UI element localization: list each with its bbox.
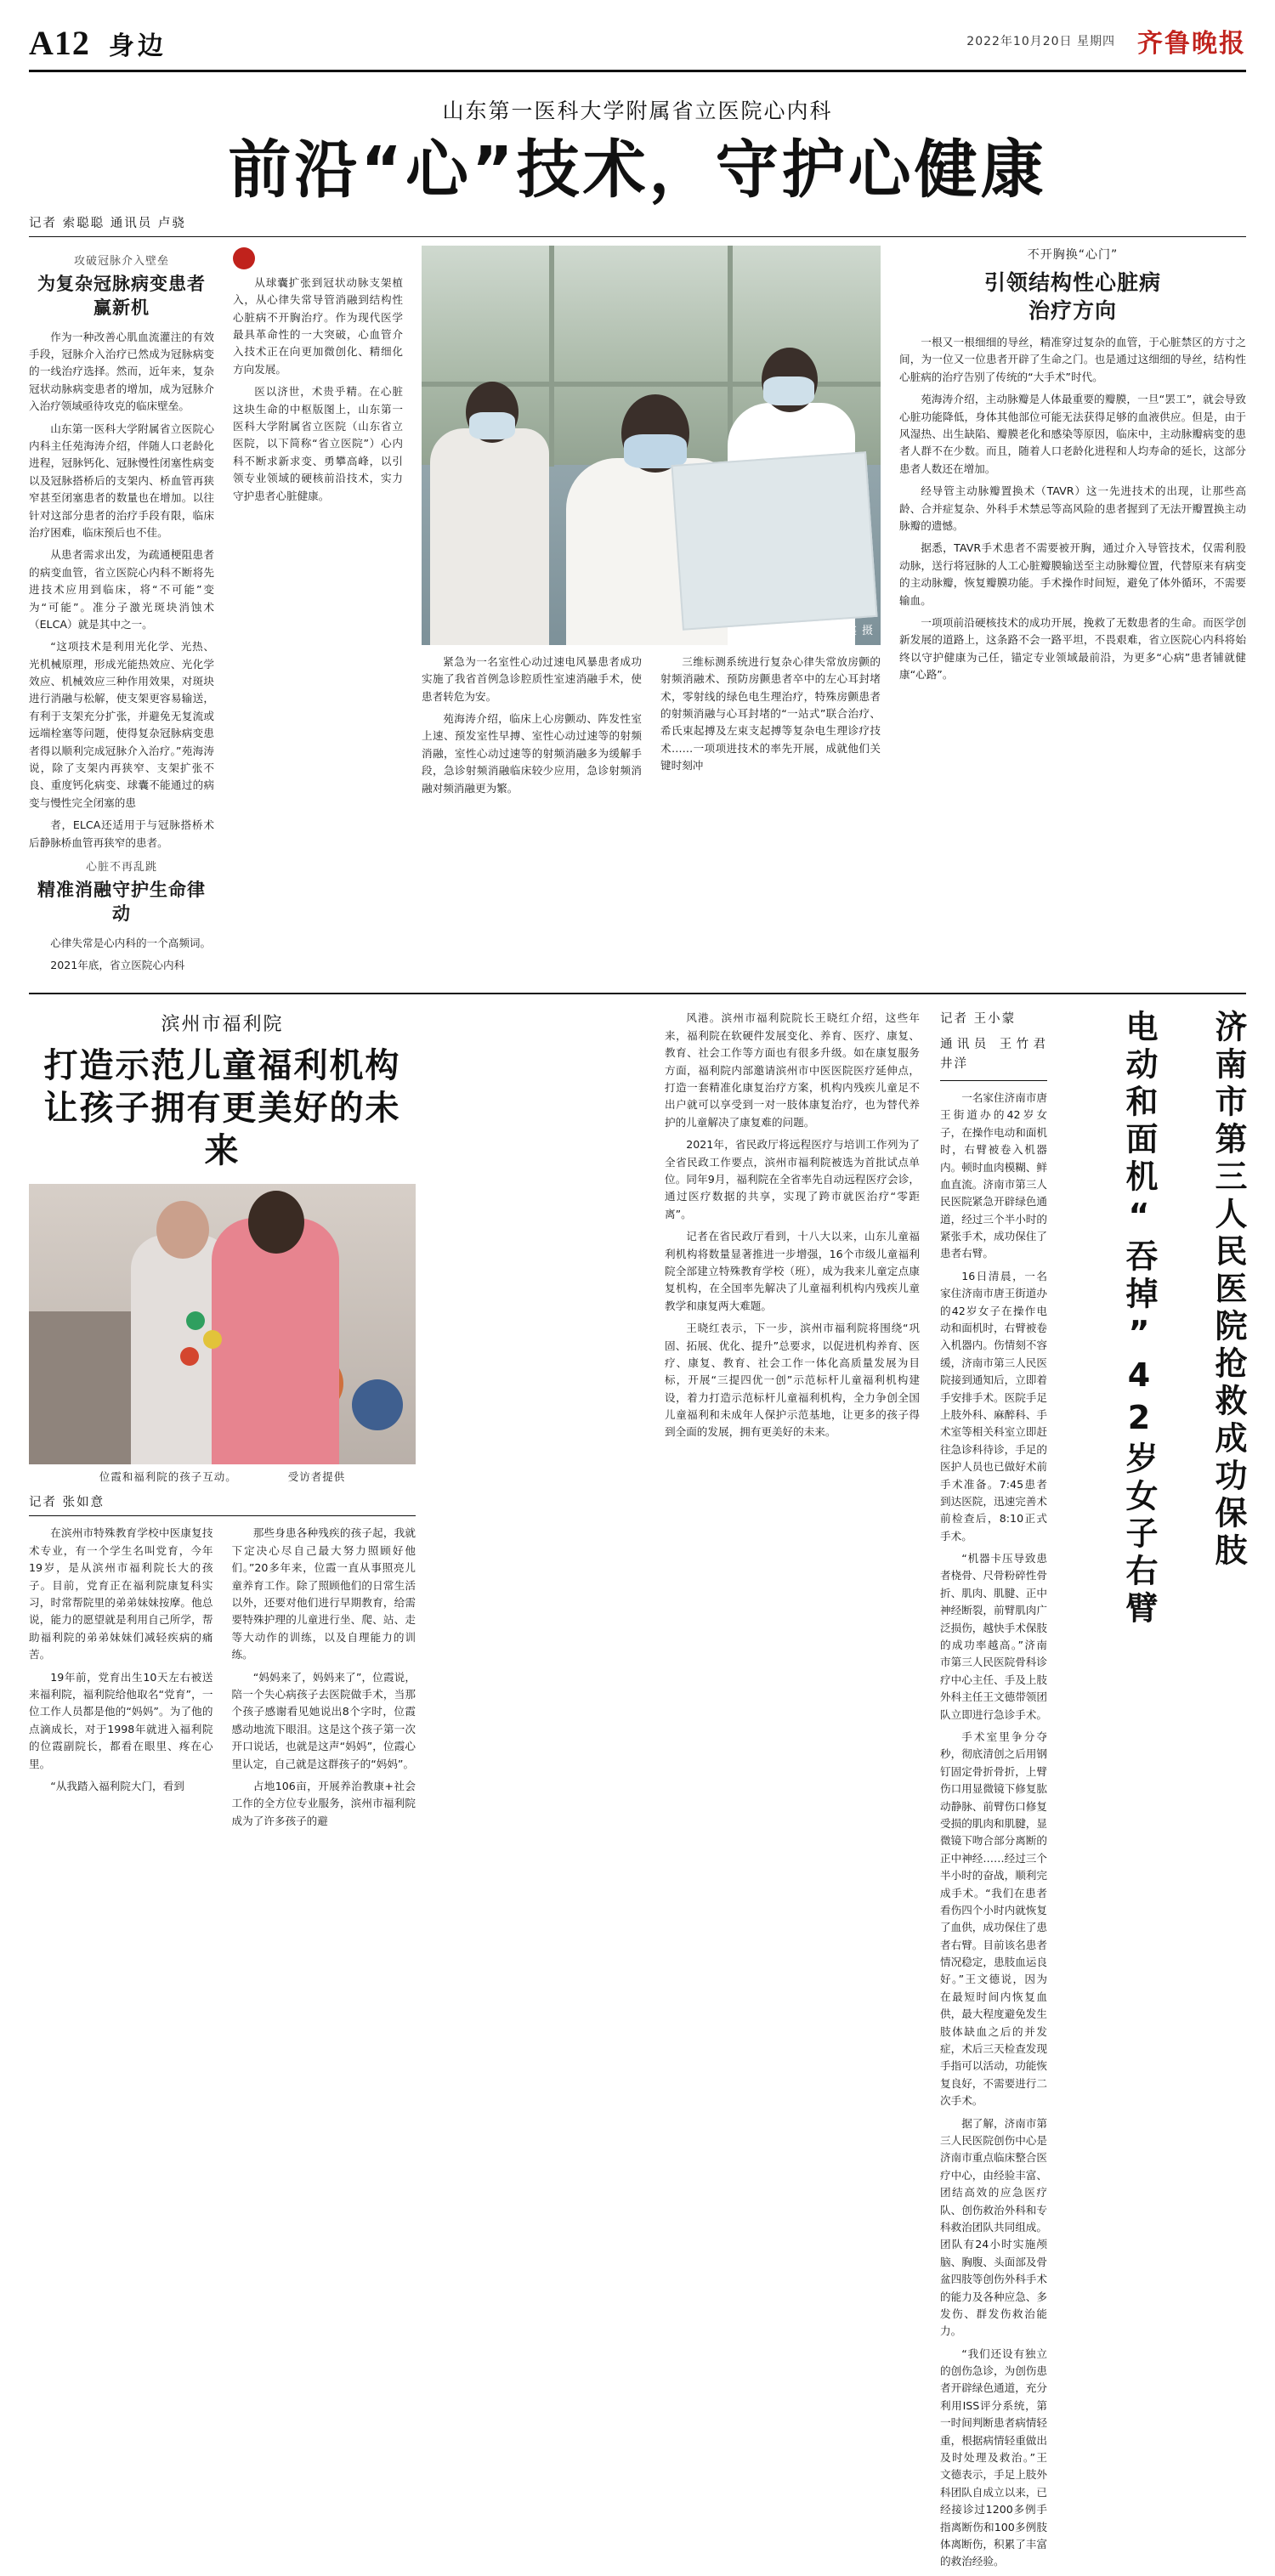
welfare-column-1 [29,1525,416,1830]
article-top-column-4 [899,246,1246,980]
col1-para-4: “这项技术是利用光化学、光热、光机械原理，形成光能热效应、光化学效应、机械效应三种作用效果，对斑块进行消融与松解，使支架更容易输送，有利于支架充分扩张，并避免无复流或远端栓塞等问题，使得复杂冠脉病变患者得以顺利完成冠脉介入治疗。”苑海涛说，除了支架内再狭窄、支架扩张不良、重度钙化病变、球囊不能通过的病变与慢性完全闭塞的患 [29,640,214,809]
welfare-c3-para-1: 风港。滨州市福利院院长王晓红介绍，这些年来，福利院在软硬件发展变化、养育、医疗、康复、教育、社会工作等方面也有很多升级。如在康复服务方面，福利院内部邀请滨州市中医医院医疗延伸点，打造一套精准化康复治疗方案，机构内残疾儿童足不出户就可以享受到一对一肢体康复治疗，也为替代养护的儿童解决了康复难的问题。 [665,1011,920,1129]
photo-person-left-body [430,428,549,645]
photo2-caregiver-head [248,1191,304,1254]
col3-text-block [422,654,881,797]
hospital-vertical-headline-2: 电动和面机“吞掉”42岁女子右臂 [1120,1010,1158,1629]
photo2-child-head [156,1201,209,1259]
photo-window-mullion [549,246,554,467]
photo-person-left-mask [469,412,515,439]
article-top-byline: 记者 索聪聪 通讯员 卢骁 [29,216,186,230]
welfare-c3-para-2: 2021年，省民政厅将远程医疗与培训工作列为了全省民政工作要点，滨州市福利院被选为首批试点单位。同年9月，福利院在全省率先自动远程医疗会诊，通过医疗数据的共享，实现了跨市就医治疗“零距离”。 [665,1138,920,1220]
hospital-para-2: 16日清晨，一名家住济南市唐王街道办的42岁女子在操作电动和面机时，右臂被卷入机器内。伤情刻不容缓，济南市第三人民医院接到通知后，立即着手安排手术。医院手足上肢外科、麻醉科、手术室等相关科室立即赶往急诊科待诊，手足的医护人员也已做好术前手术准备。7:45患者到达医院，迅速完善术前检查后，8:10正式手术。 [940,1269,1047,1543]
welfare-c1-para-2: 19年前，党育出生10天左右被送来福利院，福利院给他取名“党育”，一位工作人员都是他的“妈妈”。为了他的点滴成长，对于1998年就进入福利院的位霞副院长，都看在眼里、疼在心里。 [29,1670,213,1770]
col4-para-4: 据悉，TAVR手术患者不需要被开胸，通过介入导管技术，仅需利股动脉，送行将冠脉的人工心脏瓣膜输送至主动脉瓣位置，代替原来有病变的主动脉瓣，恢复瓣膜功能。手术操作时间短，避免了体外循环，不需要输血。 [899,541,1246,607]
col4-para-2: 苑海涛介绍，主动脉瓣是人体最重要的瓣膜，一旦“罢工”，就会导致心脏功能降低，身体其他部位可能无法获得足够的血液供应。但是，由于风湿热、出生缺陷、瓣膜老化和感染等原因，临床中，主动脉瓣病变的患者人群不在少数。而且，随着人口老龄化进程和人均寿命的延长，这部分患者人数还在增加。 [899,393,1246,475]
hospital-byline-2: 通讯员 王竹君 井洋 [940,1037,1047,1072]
hospital-vertical-headline-1: 济南市第三人民医院抢救成功保肢 [1210,1010,1247,1571]
col1-kicker: 攻破冠脉介入壁垒 [73,254,169,268]
article-top-column-3 [422,246,881,980]
col1-para-tail: 者，ELCA还适用于与冠脉搭桥术后静脉桥血管再狭窄的患者。 [29,818,214,849]
welfare-headline-line1: 打造示范儿童福利机构 [43,1046,401,1086]
hospital-para-1: 一名家住济南市唐王街道办的42岁女子，在操作电动和面机时，右臂被卷入机器内。顿时血肉模糊、鲜血直流。济南市第三人民医院紧急开辟绿色通道，经过三个半小时的紧张手术，成功保住了患者右臂。 [940,1090,1047,1260]
welfare-column-3 [665,1010,920,2575]
photo-person-center-mask [624,434,687,468]
masthead-left [29,23,167,63]
welfare-headline [29,1045,416,1172]
col4-kicker: 不开胸换“心门” [1027,247,1119,262]
col1-para-1: 作为一种改善心肌血流灌注的有效手段，冠脉介入治疗已然成为冠脉病变的一线治疗选择。然而，近年来，复杂冠状动脉病变患者的增加，成为冠脉介入治疗领域亟待攻克的临床壁垒。 [29,330,214,413]
article-welfare [29,1010,416,2575]
welfare-divider [29,1515,416,1516]
welfare-column-spacer [436,1010,644,2575]
col1-subhead-2: 精准消融守护生命律动 [37,880,206,925]
article-top-photo-wrap [422,246,881,645]
welfare-photo [29,1184,416,1464]
col1-subhead-line2: 赢新机 [94,297,150,319]
col4-head-line1: 引领结构性心脏病 [983,269,1161,295]
col3-para-3: 三维标测系统进行复杂心律失常放房颤的射频消融术、预防房颤患者卒中的左心耳封堵术，零射线的绿色电生理治疗，特殊房颤患者的射频消融与心耳封堵的“一站式”联合治疗、希氏束起搏及左束支起搏等复杂电生理诊疗技术……一项项进技术的率先开展，成就他们关键时刻冲 [660,654,881,773]
welfare-byline: 记者 张如意 [29,1496,105,1510]
col1-para-2: 山东第一医科大学附属省立医院心内科主任苑海涛介绍，伴随人口老龄化进程，冠脉钙化、冠脉慢性闭塞性病变以及冠脉搭桥后的支架内、桥血管再狭窄甚至闭塞患者的数量也在增加。以往针对这部分患者的治疗手段有限，临床治疗困难，临床预后也不佳。 [29,422,214,539]
article-top-headline: 前沿“心”技术，守护心健康 [228,133,1047,207]
hospital-byline-1: 记者 王小蒙 [940,1012,1017,1027]
col4-para-1: 一根又一根细细的导丝，精准穿过复杂的血管，于心脏禁区的方寸之间，为一位又一位患者开辟了生命之门。也是通过这细细的导丝，结构性心脏病的治疗告别了传统的“大手术”时代。 [899,336,1246,383]
welfare-c1-para-3: “从我踏入福利院大门，看到 [50,1779,184,1792]
welfare-photo-caption-row [29,1469,416,1484]
welfare-photo-caption: 位霞和福利院的孩子互动。 [99,1470,237,1484]
article-bottom [29,1010,1246,2575]
section-name: 身边 [108,31,167,61]
col2-lead-1: 从球囊扩张到冠状动脉支架植入，从心律失常导管消融到结构性心脏病不开胸治疗。作为现代医学最具革命性的一大突破，心血管介入技术正在向更加微创化、精细化方向发展。 [233,275,403,376]
col4-head [899,269,1246,326]
divider [29,236,1246,237]
hospital-para-3: “机器卡压导致患者桡骨、尺骨粉碎性骨折、肌肉、肌腱、正中神经断裂，前臂肌肉广泛损伤，越快手术保肢的成功率越高。”济南市第三人民医院骨科诊疗中心主任、手及上肢外科主任王文德带领团队立即进行急诊手术。 [940,1552,1047,1721]
red-dot-ornament [233,247,255,269]
article-top [29,72,1246,979]
article-top-column-2 [233,246,403,980]
article-top-photo-credit: 记者 王鑫 摄 [805,624,874,637]
welfare-headline-line2: 让孩子拥有更美好的未来 [43,1089,401,1171]
welfare-photo-credit: 受访者提供 [287,1470,346,1484]
col1-para-5: 心律失常是心内科的一个高频词。 [50,936,212,949]
publication-date: 2022年10月20日 星期四 [966,35,1115,48]
section-divider [29,993,1246,994]
welfare-c2-para-2: “妈妈来了，妈妈来了”，位霞说，陪一个失心病孩子去医院做手术，当那个孩子感谢看见她说出8个字时，位霞感动地流下眼泪。这是这个孩子第一次开口说话，也就是这声“妈妈”，位霞心里认定，自己就是这群孩子的“妈妈”。 [231,1670,416,1770]
article-top-shoulder: 山东第一医科大学附属省立医院心内科 [442,99,833,123]
hospital-divider [940,1080,1047,1081]
col4-para-3: 经导管主动脉瓣置换术（TAVR）这一先进技术的出现，让那些高龄、合并症复杂、外科手术禁忌等高风险的患者握到了无法开瓣置换主动脉瓣的遗憾。 [899,484,1246,532]
col1-subhead [29,272,214,320]
welfare-c3-para-4: 王晓红表示，下一步，滨州市福利院将围绕“巩固、拓展、优化、提升”总要求，以促进机构养育、医疗、康复、教育、社会工作一体化高质量发展为目标，开展“三提四优一创”示范标杆儿童福利机构建设，着力打造示范标杆儿童福利机构，全力争创全国儿童福利和未成年人保护示范基地，让更多的孩子得到全面的发展，拥有更美好的未来。 [665,1322,920,1439]
col1-para-6: 2021年底，省立医院心内科 [50,959,185,972]
welfare-c2-para-1: 那些身患各种残疾的孩子起，我就下定决心尽自己最大努力照顾好他们。”20多年来，位霞一直从事照亮儿童养育工作。除了照顾他们的日常生活以外，还要对他们进行早期教育，给需要特殊护理的儿童进行坐、爬、站、走等大动作的训练，以及自理能力的训练。 [231,1526,416,1662]
welfare-c3-para-3: 记者在省民政厅看到，十八大以来，山东儿童福利机构将数量显著推进一步增强，16个市级儿童福利院全部建立特殊教育学校（班），成为我来儿童定点康复机构，在全国率先解决了儿童福利机构内残疾儿童教学和康复两大难题。 [665,1230,920,1312]
page-number: A12 [29,24,90,62]
hospital-para-5: 据了解，济南市第三人民医院创伤中心是济南市重点临床整合医疗中心，由经验丰富、团结高效的应急医疗队、创伤救治外科和专科救治团队共同组成。团队有24小时实施颅脑、胸腹、头面部及骨盆四肢等创伤外科手术的能力及各种应急、多发伤、群发伤救治能力。 [940,2116,1047,2338]
hospital-para-4: 手术室里争分夺秒，彻底清创之后用钢钉固定骨折骨折，上臂伤口用显微镜下修复肱动静脉、前臂伤口修复受损的肌肉和肌腱，显微镜下吻合部分离断的正中神经……经过三个半小时的奋战，顺利完成手术。“我们在患者看伤四个小时内就恢复了血供，成功保住了患者右臂。目前该名患者情况稳定，患肢血运良好。”王文德说，因为在最短时间内恢复血供，最大程度避免发生肢体缺血之后的并发症，术后三天检查发现手指可以活动，功能恢复良好，不需要进行二次手术。 [940,1730,1047,2108]
col1-para-3: 从患者需求出发，为疏通梗阻患者的病变血管，省立医院心内科不断将先进技术应用到临床，将“不可能”变为“可能”。准分子激光斑块消蚀术（ELCA）就是其中之一。 [29,548,214,631]
welfare-c1-para-1: 在滨州市特殊教育学校中医康复技术专业，有一个学生名叫党育，今年19岁，是从滨州市福利院长大的孩子。目前，党育正在福利院康复科实习，时常帮院里的弟弟妹妹按摩。他总说，能力的愿望就是利用自己所学，帮助福利院的弟弟妹妹们减轻疾病的痛苦。 [29,1526,213,1662]
col4-head-line2: 治疗方向 [1028,298,1117,324]
article-hospital [940,1010,1047,2575]
col3-para-1: 紧急为一名室性心动过速电风暴患者成功实施了我省首例急诊腔质性室速消融手术，使患者转危为安。 [422,654,642,703]
hospital-vertical-headline-wrap [1068,1010,1246,1843]
col3-para-2: 苑海涛介绍，临床上心房颤动、阵发性室上速、预发室性早搏、室性心动过速等的射频消融，室性心动过速等的射频消融多为缓解手段，急诊射频消融临床较少应用，急诊射频消融对频消融更为繁。 [422,712,642,795]
article-top-column-1 [29,246,214,980]
paper-logo: 齐鲁晚报 [1137,29,1246,59]
welfare-kicker: 滨州市福利院 [161,1014,284,1036]
col2-lead-2: 医以济世，术贵乎精。在心脏这块生命的中枢版图上，山东第一医科大学附属省立医院（山东省立医院，以下简称“省立医院”）心内科不断求新求变、勇攀高峰，以引领专业领域的硬核前沿技术，实力守护患者心脏健康。 [233,385,403,502]
masthead [29,22,1246,72]
article-top-photo [422,246,881,645]
hospital-para-6: “我们还设有独立的创伤急诊，为创伤患者开辟绿色通道，充分利用ISS评分系统，第一时间判断患者病情轻重，根据病情轻重做出及时处理及救治。”王文德表示，手足上肢外科团队自成立以来，已经接诊过1200多例手指离断伤和100多例肢体离断伤，积累了丰富的救治经验。 [940,2347,1047,2568]
photo-xray-film [671,451,877,631]
col1-subhead-line1: 为复杂冠脉病变患者 [37,273,206,294]
photo-person-back-mask [763,376,814,405]
masthead-right [966,22,1246,63]
photo2-shelf [29,1311,131,1464]
col4-para-5: 一项项前沿硬核技术的成功开展，挽救了无数患者的生命。而医学创新发展的道路上，这条路不会一路平坦，不畏艰难，省立医院心内科将始终以守护健康为己任，锚定专业领域最前沿，为更多“心病”患者铺就健康“心路”。 [899,615,1246,682]
article-top-columns [29,246,1246,980]
col1-kicker-2: 心脏不再乱跳 [85,860,157,874]
welfare-c2-para-3: 占地106亩，开展养治教康+社会工作的全方位专业服务，滨州市福利院成为了许多孩子的避 [231,1779,416,1827]
photo2-caregiver [212,1218,339,1464]
